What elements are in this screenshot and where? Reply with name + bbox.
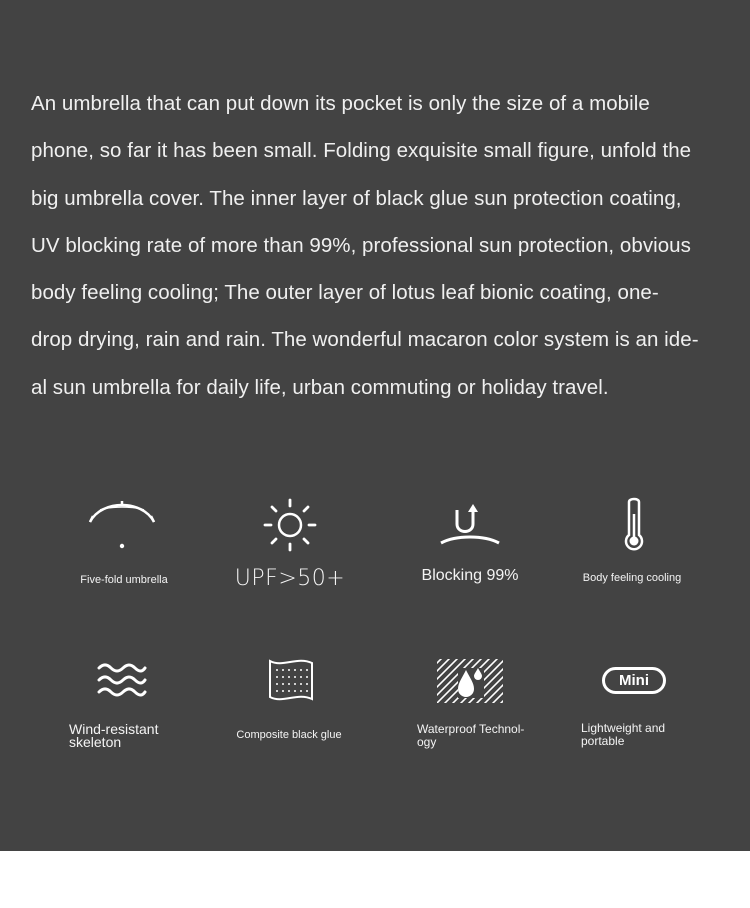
umbrella-icon [86, 496, 158, 552]
feature-label: Wind-resistant skeleton [69, 721, 159, 750]
feature-label: Waterproof Technol- ogy [417, 722, 525, 749]
fabric-layer-icon [267, 658, 315, 702]
wind-waves-icon [97, 660, 147, 700]
feature-label: Blocking 99% [421, 567, 519, 584]
feature-label: Composite black glue [236, 729, 342, 741]
mini-badge-icon: Mini [602, 667, 666, 694]
sun-icon [262, 498, 318, 554]
description-line: drop drying, rain and rain. The wonderful macaron color system is an ide- [31, 328, 699, 352]
uv-block-icon [438, 500, 502, 548]
feature-label: Five-fold umbrella [80, 574, 168, 586]
description-line: al sun umbrella for daily life, urban commuting or holiday travel. [31, 375, 609, 399]
water-drop-icon [436, 658, 504, 704]
description-line: An umbrella that can put down its pocket is only the size of a mobile [31, 92, 650, 115]
feature-label: Body feeling cooling [582, 572, 682, 584]
thermometer-icon [619, 496, 649, 556]
feature-label: UPF>50+ [234, 566, 346, 591]
description-line: phone, so far it has been small. Folding exquisite small figure, unfold the [31, 139, 692, 163]
description-line: UV blocking rate of more than 99%, professional sun protection, obvious [31, 233, 691, 257]
feature-label: Lightweight and portable [581, 721, 666, 748]
description-line: big umbrella cover. The inner layer of black glue sun protection coating, [31, 186, 682, 210]
product-description [31, 80, 721, 411]
description-line: body feeling cooling; The outer layer of lotus leaf bionic coating, one- [31, 281, 659, 305]
